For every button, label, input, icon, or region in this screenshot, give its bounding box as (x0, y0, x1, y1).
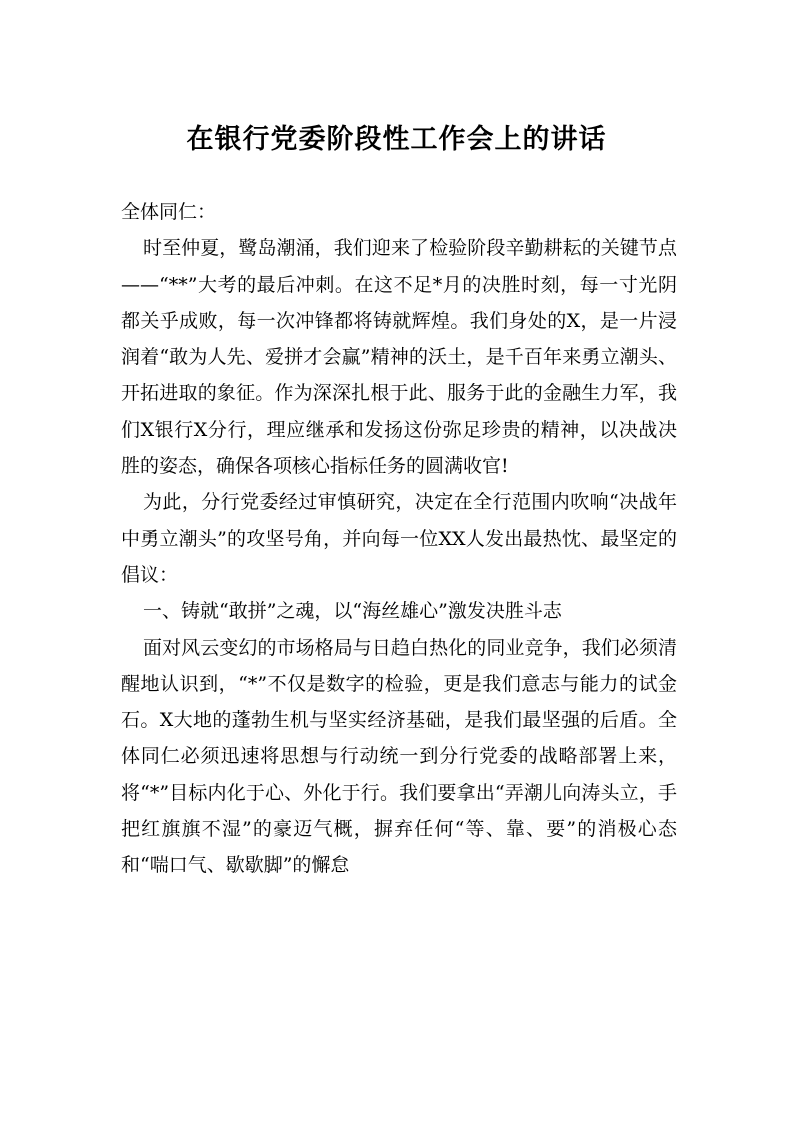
document-title: 在银行党委阶段性工作会上的讲话 (186, 124, 607, 155)
section-heading-1: 一、铸就“敢拼”之魂，以“海丝雄心”激发决胜斗志 (143, 600, 562, 623)
salutation: 全体同仁： (121, 201, 217, 223)
paragraph-proposal: 为此，分行党委经过审慎研究，决定在全行范围内吹响“决战年中勇立潮头”的攻坚号角，并向每一位XX人发出最热忱、最坚定的倡议： (121, 491, 677, 586)
paragraph-intro: 时至仲夏，鹭岛潮涌，我们迎来了检验阶段辛勤耕耘的关键节点——“**”大考的最后冲刺。在这不足*月的决胜时刻，每一寸光阴都关乎成败，每一次冲锋都将铸就辉煌。我们身处的X，是一片浸润着“敢为人先、爱拼才会赢”精神的沃土，是千百年来勇立潮头、开拓进取的象征。作为深深扎根于此、服务于此的金融生力军，我们X银行X分行，理应继承和发扬这份弥足珍贵的精神，以决战决胜的姿态，确保各项核心指标任务的圆满收官! (121, 237, 677, 478)
document-body (121, 194, 677, 884)
paragraph-section-1: 面对风云变幻的市场格局与日趋白热化的同业竞争，我们必须清醒地认识到，“*”不仅是数字的检验，更是我们意志与能力的试金石。X大地的蓬勃生机与坚实经济基础，是我们最坚强的后盾。全体同仁必须迅速将思想与行动统一到分行党委的战略部署上来，将“*”目标内化于心、外化于行。我们要拿出“弄潮儿向涛头立，手把红旗旗不湿”的豪迈气概，摒弃任何“等、靠、要”的消极心态和“喘口气、歇歇脚”的懈怠 (121, 636, 677, 877)
